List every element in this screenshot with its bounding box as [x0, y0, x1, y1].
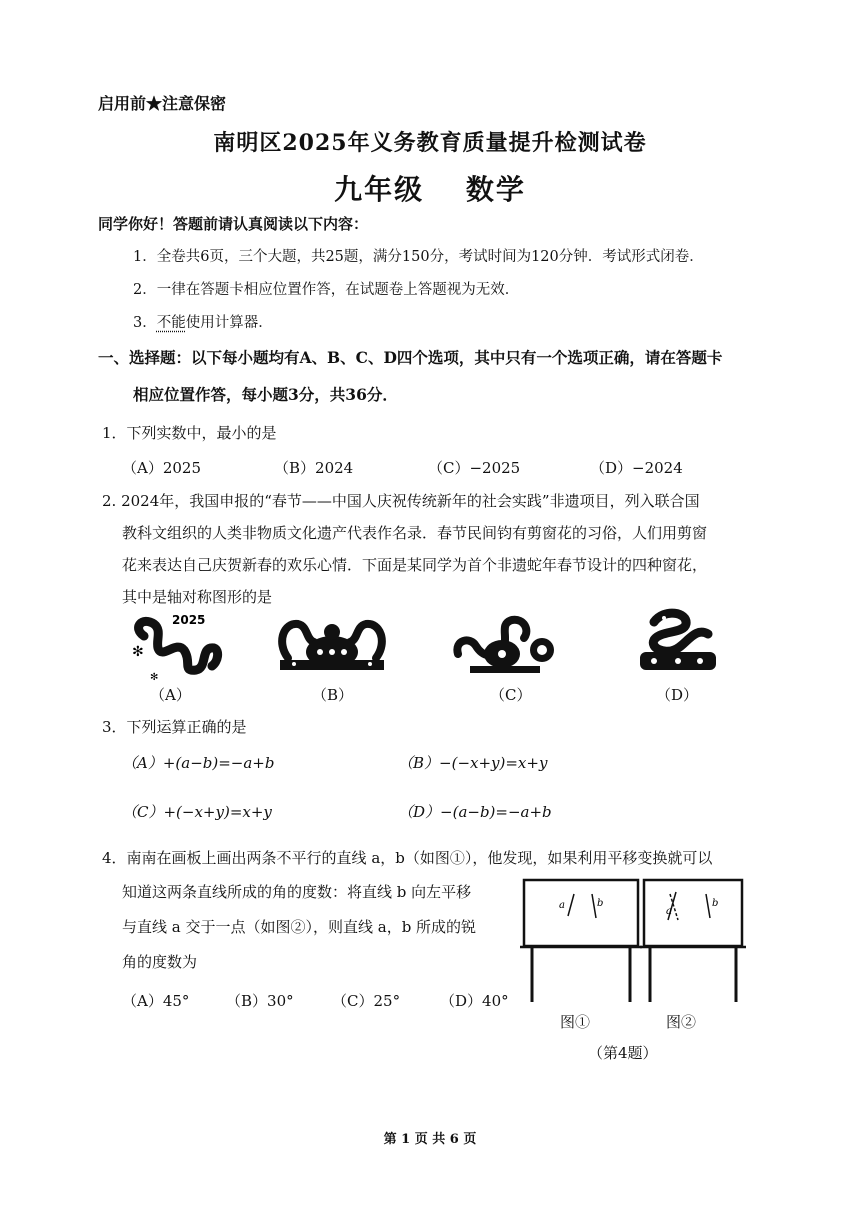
section-1-heading-cont: 相应位置作答，每小题3分，共36分． [133, 385, 398, 404]
q4-option-a: （A）45° [122, 992, 190, 1010]
papercut-snake-c [450, 610, 560, 676]
q4-option-b: （B）30° [226, 992, 294, 1010]
section-1-heading: 一、选择题：以下每小题均有A、B、C、D四个选项，其中只有一个选项正确，请在答题卡 [98, 348, 723, 367]
question-3-stem: 3．下列运算正确的是 [102, 718, 247, 736]
fig2-label-b: b [712, 898, 719, 909]
exam-title: 南明区2025年义务教育质量提升检测试卷 [213, 130, 647, 156]
instructions-intro: 同学你好！答题前请认真阅读以下内容： [98, 215, 369, 233]
papercut-a-year: 2025 [172, 613, 206, 627]
page-number: 第 1 页 共 6 页 [383, 1132, 477, 1147]
svg-text:✻: ✻ [150, 672, 159, 682]
q1-option-c: （C）−2025 [428, 459, 521, 477]
drawing-board-figure-1 [520, 874, 646, 1004]
instruction-1: 1．全卷共6页，三个大题，共25题，满分150分，考试时间为120分钟．考试形式闭卷． [133, 249, 704, 265]
q3-option-d: （D）−(a−b)=−a+b [398, 803, 552, 821]
q3-option-b: （B）−(−x+y)=x+y [398, 754, 548, 772]
q2-figure-label-a: （A） [150, 686, 191, 704]
line-b-fig1 [592, 894, 596, 918]
q1-option-a: （A）2025 [122, 459, 202, 477]
q4-option-c: （C）25° [332, 992, 401, 1010]
q3-option-a: （A）+(a−b)=−a+b [122, 754, 275, 772]
figure-2-label: 图② [666, 1013, 697, 1031]
exam-subtitle: 九年级 数学 [334, 173, 526, 206]
instruction-3-number: 3． [133, 315, 157, 331]
q3-option-c: （C）+(−x+y)=x+y [122, 803, 272, 821]
papercut-snake-d [634, 606, 722, 676]
instruction-2: 2．一律在答题卡相应位置作答，在试题卷上答题视为无效． [133, 282, 520, 298]
line-a-fig1 [568, 894, 574, 916]
question-4-line-4: 角的度数为 [122, 953, 198, 971]
q2-figure-label-b: （B） [312, 686, 354, 704]
question-1-stem: 1．下列实数中，最小的是 [102, 424, 277, 442]
q4-option-d: （D）40° [440, 992, 509, 1010]
confidential-notice: 启用前★注意保密 [98, 94, 227, 113]
question-2-line-1: 2. 2024年，我国申报的“春节——中国人庆祝传统新年的社会实践”非遗项目，列入联合国 [102, 492, 700, 510]
q2-figure-label-d: （D） [656, 686, 699, 704]
q1-option-b: （B）2024 [274, 459, 354, 477]
question-2-line-2: 教科文组织的人类非物质文化遗产代表作名录．春节民间钧有剪窗花的习俗，人们用剪窗 [122, 524, 708, 542]
q2-figure-label-c: （C） [490, 686, 532, 704]
instruction-3 [133, 311, 273, 332]
question-4-line-1: 4．南南在画板上画出两条不平行的直线 a，b（如图①），他发现，如果利用平移变换就可以 [102, 849, 713, 867]
svg-text:✻: ✻ [132, 644, 144, 660]
line-b-fig2 [706, 894, 710, 918]
figure-caption-q4: （第4题） [588, 1044, 658, 1062]
question-2-line-4: 其中是轴对称图形的是 [122, 588, 273, 606]
papercut-snake-b [274, 612, 390, 674]
fig1-label-a: a [559, 900, 565, 911]
figure-1-label: 图① [560, 1013, 591, 1031]
instruction-3-text: 使用计算器． [185, 315, 273, 331]
q1-option-d: （D）−2024 [590, 459, 683, 477]
drawing-board-figure-2 [640, 874, 750, 1004]
instruction-3-emphasis: 不能 [156, 315, 186, 331]
question-4-line-2: 知道这两条直线所成的角的度数：将直线 b 向左平移 [122, 883, 472, 901]
fig2-label-a: a [666, 906, 672, 917]
fig1-label-b: b [597, 898, 604, 909]
question-4-line-3: 与直线 a 交于一点（如图②），则直线 a，b 所成的锐 [122, 918, 477, 936]
papercut-snake-a [128, 610, 228, 682]
question-2-line-3: 花来表达自己庆贺新春的欢乐心情．下面是某同学为首个非遗蛇年春节设计的四种窗花， [122, 556, 708, 574]
